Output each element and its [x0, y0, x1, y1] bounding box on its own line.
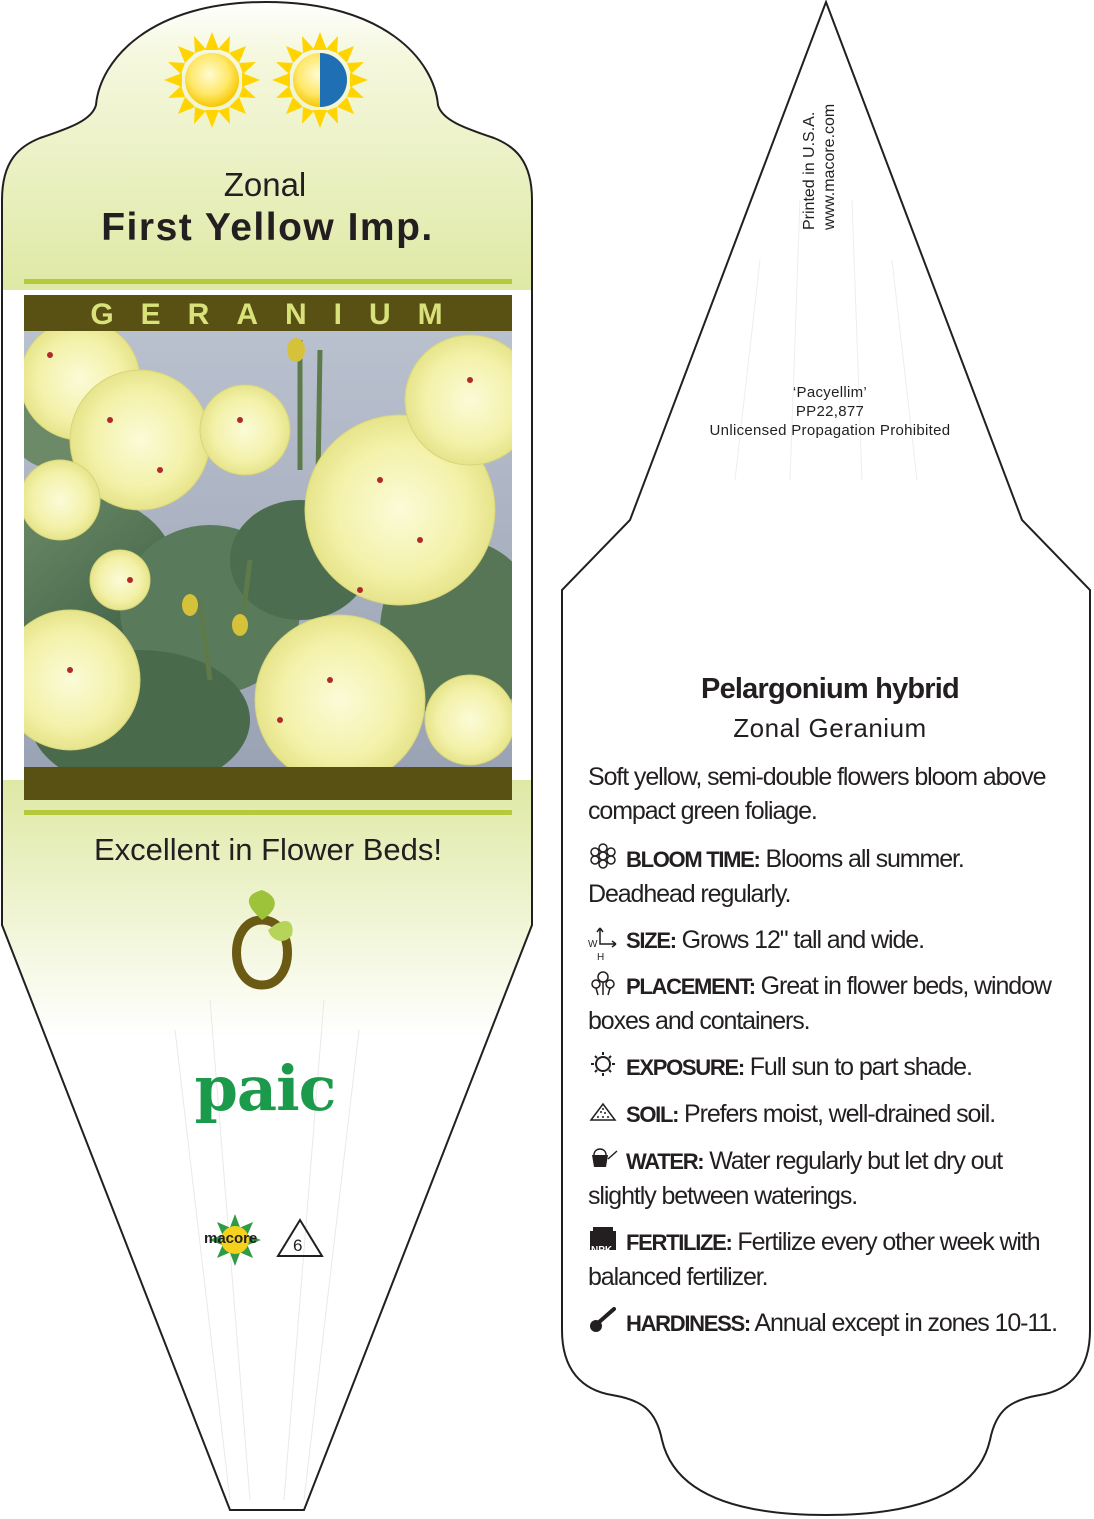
printed-line: Printed in U.S.A.	[801, 111, 818, 230]
care-label: PLACEMENT:	[626, 974, 755, 999]
description: Soft yellow, semi-double flowers bloom above compact green foliage.	[588, 763, 1046, 825]
care-water	[588, 1144, 1068, 1213]
macore-label: macore	[204, 1230, 258, 1247]
feature-text: Excellent in Flower Beds!	[93, 832, 443, 867]
care-label: SOIL:	[626, 1102, 679, 1127]
plant-photo	[0, 320, 540, 790]
watering-can-icon	[588, 1145, 618, 1169]
website-line: www.macore.com	[821, 103, 838, 230]
care-label: HARDINESS:	[626, 1311, 750, 1336]
care-soil	[588, 1097, 1068, 1132]
soil-icon	[588, 1098, 618, 1122]
size-icon-w: W	[588, 939, 598, 950]
care-text: Prefers moist, well-drained soil.	[684, 1100, 996, 1128]
care-exposure	[588, 1050, 1068, 1085]
care-label: FERTILIZE:	[626, 1230, 732, 1255]
patent-info	[640, 383, 1020, 440]
printed-info	[800, 20, 860, 230]
common-name: Zonal Geranium	[733, 713, 927, 743]
latin-name: Pelargonium hybrid	[701, 673, 959, 705]
care-text: Grows 12" tall and wide.	[681, 926, 924, 954]
care-label: WATER:	[626, 1149, 704, 1174]
patent-number: PP22,877	[795, 403, 865, 420]
part-shade-icon	[272, 32, 368, 128]
full-sun-icon	[164, 32, 260, 128]
care-label: SIZE:	[626, 928, 676, 953]
npk-icon-label: NPK	[591, 1245, 613, 1256]
care-fertilize	[588, 1225, 1068, 1294]
care-text: Blooms all summer. Deadhead regularly.	[588, 845, 964, 908]
npk-icon	[588, 1226, 618, 1256]
care-label: EXPOSURE:	[626, 1055, 744, 1080]
care-text: Fertilize every other week with balanced fertilizer.	[588, 1228, 1040, 1291]
size-icon-h: H	[597, 952, 605, 963]
plant-type-label: GERANIUM	[90, 298, 470, 331]
variety-name: First Yellow Imp.	[101, 206, 434, 249]
cultivar-name: ‘Pacyellim’	[792, 384, 868, 401]
size-icon	[588, 924, 618, 963]
thermometer-icon	[588, 1307, 618, 1331]
recycle-code: 6	[293, 1236, 303, 1255]
propagation-notice: Unlicensed Propagation Prohibited	[709, 422, 951, 439]
care-size	[588, 923, 1068, 963]
care-text: Annual except in zones 10-11.	[754, 1309, 1057, 1337]
care-hardiness	[588, 1306, 1068, 1341]
placement-icon	[588, 970, 618, 994]
flower-icon	[588, 843, 618, 867]
care-text: Great in flower beds, window boxes and containers.	[588, 972, 1051, 1035]
care-text: Water regularly but let dry out slightly between waterings.	[588, 1147, 1003, 1210]
brand-logo: paic	[194, 1052, 336, 1125]
care-label: BLOOM TIME:	[626, 847, 760, 872]
care-bloom-time	[588, 842, 1068, 911]
care-placement	[588, 969, 1068, 1038]
care-text: Full sun to part shade.	[749, 1053, 972, 1081]
variety-type: Zonal	[223, 166, 307, 203]
sun-icon	[588, 1051, 618, 1075]
